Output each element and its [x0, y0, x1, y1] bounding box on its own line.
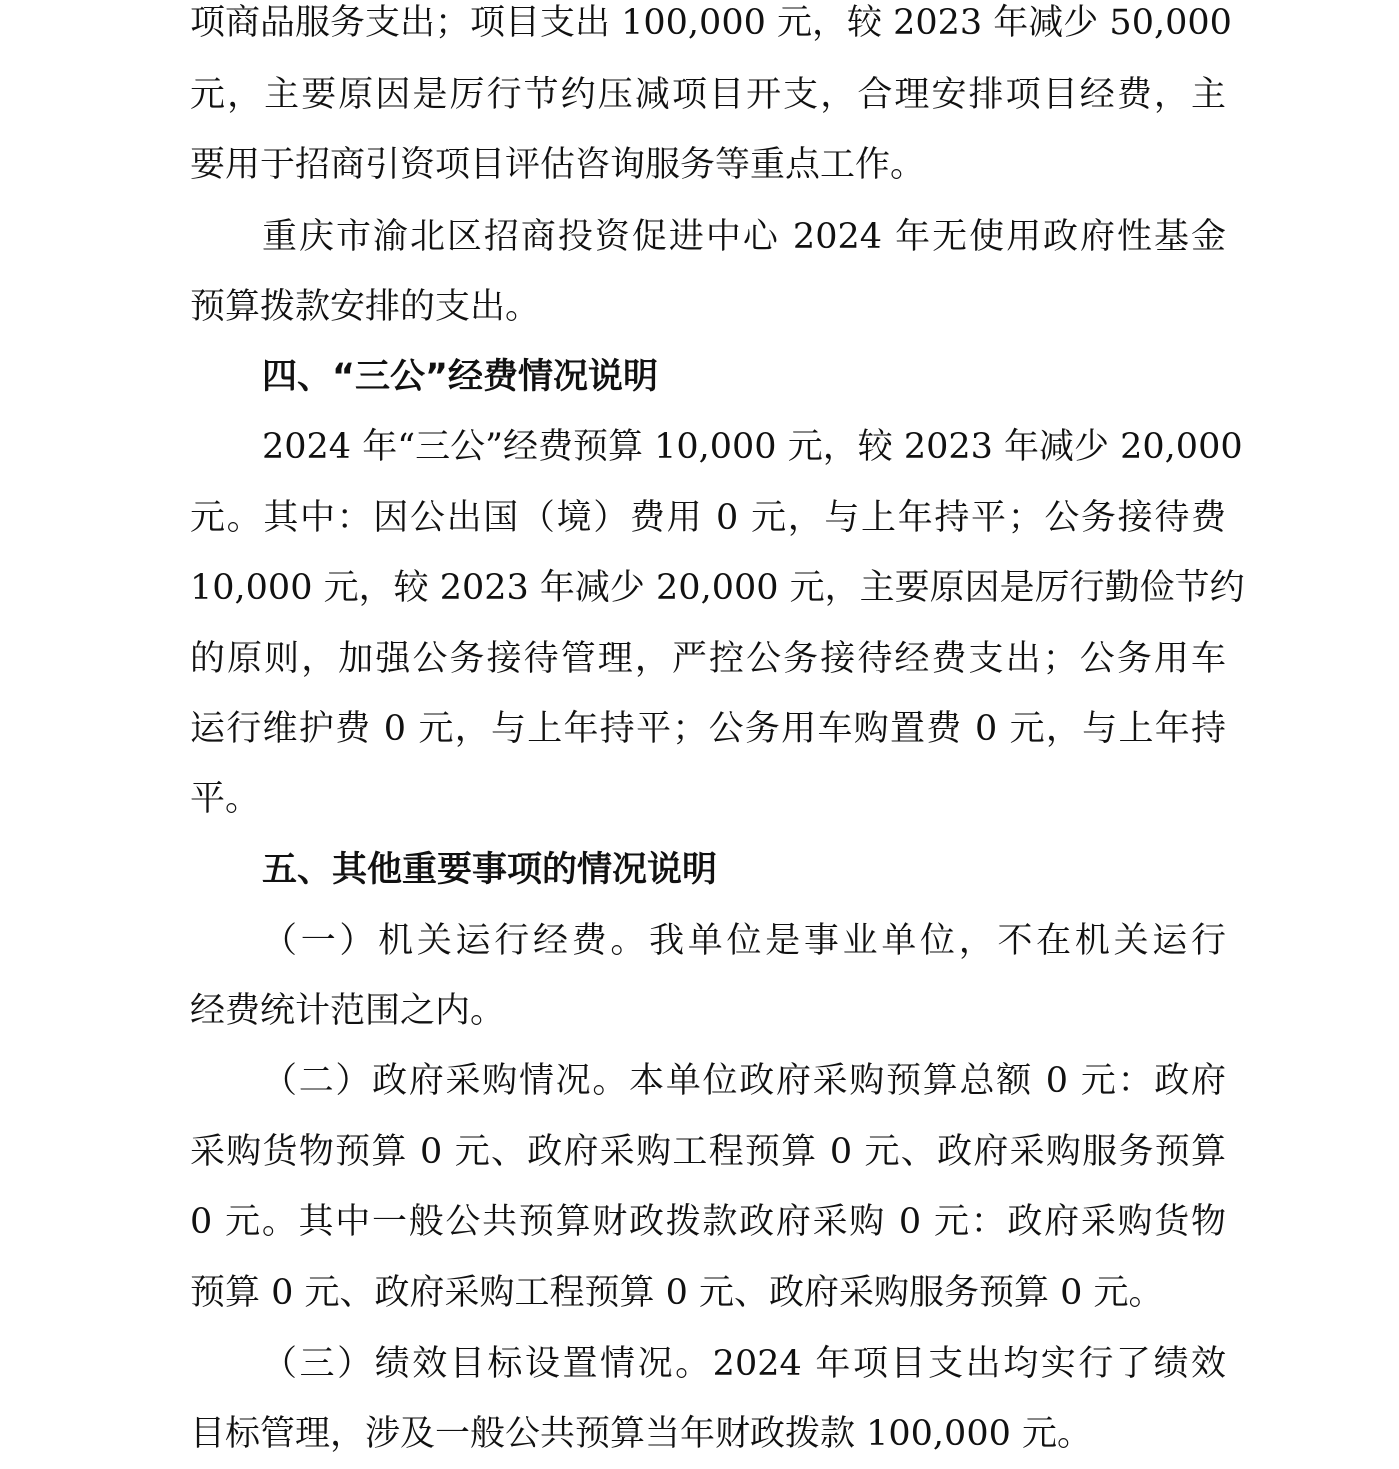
- text-line: 项商品服务支出；项目支出 100,000 元，较 2023 年减少 50,000: [190, 3, 1232, 43]
- section-heading: 五、其他重要事项的情况说明: [262, 850, 718, 890]
- text-line: 0 元。其中一般公共预算财政拨款政府采购 0 元：政府采购货物: [190, 1202, 1226, 1242]
- text-line: 目标管理，涉及一般公共预算当年财政拨款 100,000 元。: [190, 1414, 1092, 1454]
- section-heading: 四、“三公”经费情况说明: [262, 357, 659, 397]
- text-line: 元。其中：因公出国（境）费用 0 元，与上年持平；公务接待费: [190, 498, 1226, 538]
- text-line: 2024 年“三公”经费预算 10,000 元，较 2023 年减少 20,000: [262, 427, 1243, 467]
- text-line: （一）机关运行经费。我单位是事业单位，不在机关运行: [262, 921, 1226, 961]
- text-line: 重庆市渝北区招商投资促进中心 2024 年无使用政府性基金: [262, 217, 1226, 257]
- text-line: （三）绩效目标设置情况。2024 年项目支出均实行了绩效: [262, 1344, 1226, 1384]
- text-line: 运行维护费 0 元，与上年持平；公务用车购置费 0 元，与上年持: [190, 709, 1226, 749]
- text-line: 平。: [190, 779, 261, 819]
- text-line: 预算拨款安排的支出。: [190, 287, 541, 327]
- text-line: 元，主要原因是厉行节约压减项目开支，合理安排项目经费，主: [190, 75, 1226, 115]
- text-line: 要用于招商引资项目评估咨询服务等重点工作。: [190, 145, 926, 185]
- text-line: 10,000 元，较 2023 年减少 20,000 元，主要原因是厉行勤俭节约: [190, 568, 1245, 608]
- text-line: （二）政府采购情况。本单位政府采购预算总额 0 元：政府: [262, 1061, 1226, 1101]
- text-line: 采购货物预算 0 元、政府采购工程预算 0 元、政府采购服务预算: [190, 1132, 1226, 1172]
- text-line: 的原则，加强公务接待管理，严控公务接待经费支出；公务用车: [190, 639, 1226, 679]
- text-line: 经费统计范围之内。: [190, 991, 506, 1031]
- text-line: 预算 0 元、政府采购工程预算 0 元、政府采购服务预算 0 元。: [190, 1273, 1164, 1313]
